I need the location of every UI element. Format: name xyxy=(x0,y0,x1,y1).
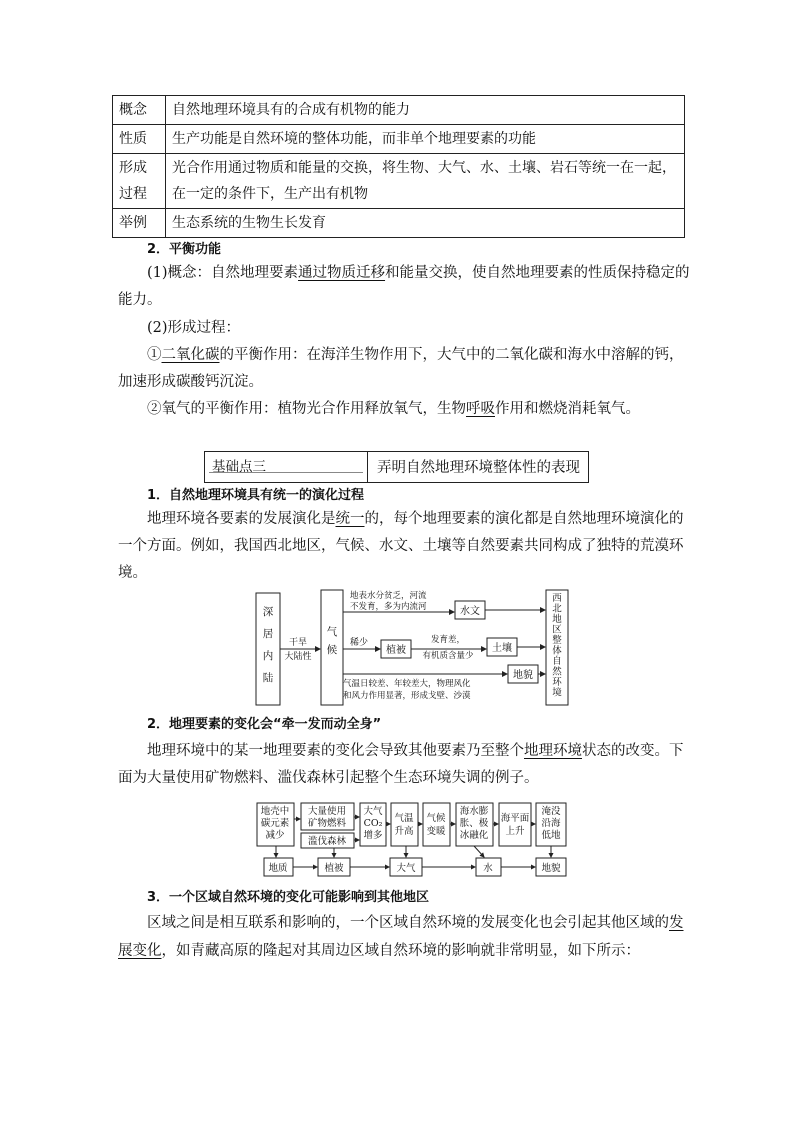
northwest-char: 体 xyxy=(552,645,562,657)
section-header xyxy=(204,451,589,483)
sparse-label: 稀少 xyxy=(350,638,369,648)
svg-text:减少: 减少 xyxy=(265,830,285,841)
svg-text:增多: 增多 xyxy=(363,830,383,841)
water-note-2: 不发育，多为内流河 xyxy=(350,602,427,612)
svg-text:地壳中: 地壳中 xyxy=(260,806,290,817)
point2-paragraph: 地理环境中的某一地理要素的变化会导致其他要素乃至整个地理环境状态的改变。下 xyxy=(147,743,684,759)
northwest-char: 自 xyxy=(552,656,562,667)
svg-text:海水膨: 海水膨 xyxy=(459,806,489,817)
northwest-environment-diagram xyxy=(250,585,580,710)
point2-heading: 2．地理要素的变化会“牵一发而动全身” xyxy=(147,717,382,732)
section-title: 弄明自然地理环境整体性的表现 xyxy=(377,460,580,476)
svg-text:植被: 植被 xyxy=(324,863,344,874)
landform-label: 地貌 xyxy=(513,670,533,681)
soil-label: 土壤 xyxy=(492,643,512,654)
svg-text:碳元素: 碳元素 xyxy=(260,818,290,829)
soil-note-2: 有机质含量少 xyxy=(422,651,474,661)
table-row xyxy=(113,96,685,125)
process-title: (2)形成过程： xyxy=(147,320,241,336)
climate-label: 候 xyxy=(326,644,338,656)
co2-balance: ①二氧化碳的平衡作用：在海洋生物作用下，大气中的二氧化碳和海水中溶解的钙， xyxy=(147,347,684,363)
water-label: 水文 xyxy=(460,606,480,617)
deep-inland-char: 陆 xyxy=(262,672,274,684)
production-function-table xyxy=(112,95,685,238)
soil-note-1: 发育差， xyxy=(430,635,466,645)
section-label-cell xyxy=(205,452,368,482)
svg-text:气候: 气候 xyxy=(426,813,446,824)
divider xyxy=(209,472,363,473)
arrow-label-arid: 干旱 xyxy=(288,638,308,648)
temperature-rise-box xyxy=(391,803,418,846)
northwest-char: 然 xyxy=(552,666,562,678)
water-note-1: 地表水分贫乏，河流 xyxy=(350,591,427,601)
point3-heading: 3．一个区域自然环境的变化可能影响到其他地区 xyxy=(147,890,430,905)
table-value: 光合作用通过物质和能量的交换，将生物、大气、水、土壤、岩石等统一在一起， 在一定的条件下，生产出有机物 xyxy=(166,154,685,209)
balance-concept-end: 能力。 xyxy=(118,292,162,308)
svg-text:CO₂: CO₂ xyxy=(363,818,383,829)
table-row xyxy=(113,154,685,209)
point1-heading: 1．自然地理环境具有统一的演化过程 xyxy=(147,488,365,503)
northwest-char: 北 xyxy=(552,603,562,615)
svg-text:上升: 上升 xyxy=(505,826,525,837)
sea-level-rise-box xyxy=(499,803,531,846)
o2-balance: ②氧气的平衡作用：植物光合作用释放氧气，生物呼吸作用和燃烧消耗氧气。 xyxy=(147,401,640,417)
northwest-char: 地 xyxy=(552,614,562,625)
point2-paragraph-line2: 面为大量使用矿物燃料、滥伐森林引起整个生态环境失调的例子。 xyxy=(118,770,539,786)
svg-text:大气: 大气 xyxy=(363,806,383,817)
northwest-char: 区 xyxy=(552,624,562,636)
svg-text:地貌: 地貌 xyxy=(541,863,561,874)
svg-text:滥伐森林: 滥伐森林 xyxy=(307,836,347,847)
table-key: 形成 过程 xyxy=(113,154,166,209)
climate-label: 气 xyxy=(326,626,338,638)
svg-text:气温: 气温 xyxy=(394,813,414,824)
table-value: 生产功能是自然环境的整体功能，而非单个地理要素的功能 xyxy=(166,125,685,154)
table-value: 生态系统的生物生长发育 xyxy=(166,209,685,238)
svg-text:淹没: 淹没 xyxy=(541,806,561,817)
svg-text:水: 水 xyxy=(483,863,493,874)
co2-balance-end: 加速形成碳酸钙沉淀。 xyxy=(118,374,263,390)
section-label: 基础点三 xyxy=(212,459,266,475)
svg-text:低地: 低地 xyxy=(541,830,561,841)
northwest-char: 境 xyxy=(552,687,562,699)
svg-text:变暖: 变暖 xyxy=(426,826,446,837)
svg-text:升高: 升高 xyxy=(394,826,414,837)
svg-text:冰融化: 冰融化 xyxy=(459,830,489,841)
landform-note-1: 气温日较差、年较差大，物理风化 xyxy=(343,679,471,689)
svg-text:大量使用: 大量使用 xyxy=(307,806,347,817)
table-key: 举例 xyxy=(113,209,166,238)
table-row xyxy=(113,209,685,238)
table-value: 自然地理环境具有的合成有机物的能力 xyxy=(166,96,685,125)
climate-warming-box xyxy=(423,803,450,846)
table-row xyxy=(113,125,685,154)
svg-text:地质: 地质 xyxy=(268,863,288,874)
vegetation-label: 植被 xyxy=(386,645,406,656)
svg-text:海平面: 海平面 xyxy=(500,813,530,824)
ecological-imbalance-diagram xyxy=(254,797,574,879)
northwest-char: 整 xyxy=(552,635,562,646)
point1-paragraph: 地理环境各要素的发展演化是统一的，每个地理要素的演化都是自然地理环境演化的 xyxy=(147,511,684,527)
table-key: 性质 xyxy=(113,125,166,154)
landform-note-2: 和风力作用显著，形成戈壁、沙漠 xyxy=(343,691,471,701)
northwest-char: 环 xyxy=(552,677,562,688)
point3-paragraph-line2: 展变化，如青藏高原的隆起对其周边区域自然环境的影响就非常明显，如下所示： xyxy=(118,943,640,959)
northwest-char: 西 xyxy=(552,593,562,604)
deep-inland-char: 居 xyxy=(262,628,274,640)
table-key: 概念 xyxy=(113,96,166,125)
point1-paragraph-line2: 一个方面。例如，我国西北地区，气候、水文、土壤等自然要素共同构成了独特的荒漠环 xyxy=(118,538,684,554)
svg-text:胀、极: 胀、极 xyxy=(459,818,489,829)
svg-text:沿海: 沿海 xyxy=(541,818,561,829)
svg-text:大气: 大气 xyxy=(396,863,416,874)
point3-paragraph: 区域之间是相互联系和影响的，一个区域自然环境的发展变化也会引起其他区域的发 xyxy=(147,915,684,931)
deep-inland-char: 深 xyxy=(262,606,274,618)
deep-inland-char: 内 xyxy=(262,650,274,662)
svg-text:矿物燃料: 矿物燃料 xyxy=(307,818,347,829)
balance-concept: (1)概念：自然地理要素通过物质迁移和能量交换，使自然地理要素的性质保持稳定的 xyxy=(147,265,690,281)
arrow-label-continental: 大陆性 xyxy=(284,652,312,662)
point1-paragraph-line3: 境。 xyxy=(118,565,147,581)
balance-heading: 2．平衡功能 xyxy=(147,242,222,257)
